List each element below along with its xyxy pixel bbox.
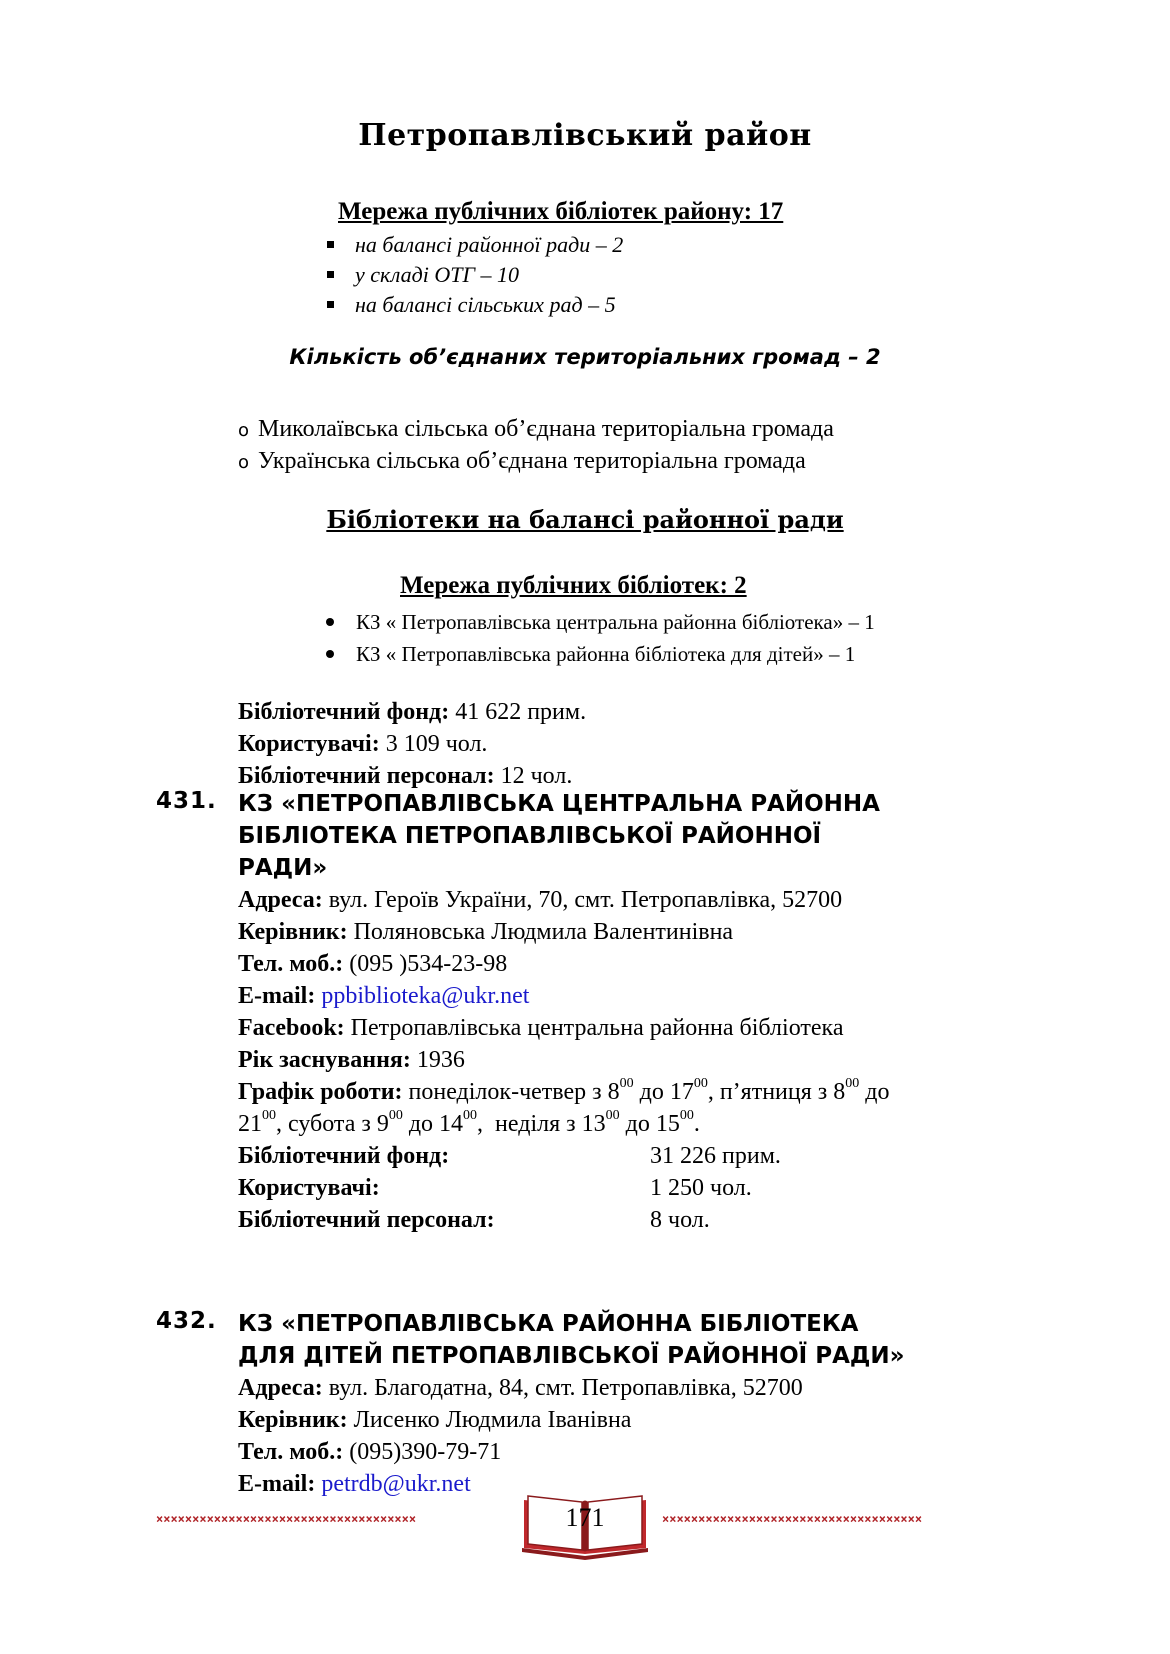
stat-fund: Бібліотечний фонд: 41 622 прим. [238,699,587,725]
dot-bullet-icon [326,618,334,626]
entry-details [238,884,1056,1236]
email-link[interactable]: ppbiblioteka@ukr.net [321,983,530,1009]
head-row: Керівник: Лисенко Людмила Іванівна [238,1407,632,1433]
circle-bullet-icon: o [238,420,250,441]
staff-row: Бібліотечний персонал: 8 чол. [238,1207,710,1233]
schedule-row-cont: $21^{00}$, субота з $9^{00}$ до $14^{00}$, неділя з $13^{00}$ до $15^{00}$. [238,1108,700,1137]
otg-list [238,413,834,477]
list-item: на балансі районної ради – 2 [327,230,623,260]
footer-ornament-right: ×××××××××××××××××××××××××××××××××××× [662,1512,923,1526]
email-row: E-mail: ppbiblioteka@ukr.net [238,983,530,1009]
fund-row: Бібліотечний фонд: 31 226 прим. [238,1143,781,1169]
entry-number: 431. [156,788,217,814]
users-row: Користувачі: 1 250 чол. [238,1175,752,1201]
list-item: o Миколаївська сільська об’єднана територіальна громада [238,413,834,445]
library-entry-431 [156,788,1056,1236]
list-item: КЗ « Петропавлівська районна бібліотека для дітей» – 1 [326,638,875,670]
library-entry-432 [156,1308,1056,1500]
balance-list [326,606,875,670]
balance-network-heading: Мережа публічних бібліотек: 2 [400,572,747,599]
otg-heading: Кількість об’єднаних територіальних громад – 2 [289,345,881,369]
district-stats [238,696,586,792]
entry-details [238,1372,1056,1500]
entry-name: КЗ «ПЕТРОПАВЛІВСЬКА РАЙОННА БІБЛІОТЕКА ДЛЯ ДІТЕЙ ПЕТРОПАВЛІВСЬКОЇ РАЙОННОЇ РАДИ» [238,1311,905,1369]
schedule-row: Графік роботи: понеділок-четвер з $8^{00}$ до $17^{00}$, п’ятниця з $8^{00}$ до [238,1076,890,1105]
stat-users: Користувачі: 3 109 чол. [238,731,488,757]
email-link[interactable]: petrdb@ukr.net [321,1471,471,1497]
entry-name: КЗ «ПЕТРОПАВЛІВСЬКА ЦЕНТРАЛЬНА РАЙОННА БІБЛІОТЕКА ПЕТРОПАВЛІВСЬКОЇ РАЙОННОЇ РАДИ» [238,791,880,881]
square-bullet-icon [327,271,334,278]
network-heading: Мережа публічних бібліотек району: 17 [338,198,784,225]
dot-bullet-icon [326,650,334,658]
email-row: E-mail: petrdb@ukr.net [238,1471,471,1497]
network-list [327,230,623,320]
founded-row: Рік заснування: 1936 [238,1047,465,1073]
page-footer [0,1490,1170,1570]
square-bullet-icon [327,301,334,308]
stat-staff: Бібліотечний персонал: 12 чол. [238,763,573,789]
list-item: у складі ОТГ – 10 [327,260,623,290]
phone-row: Тел. моб.: (095 )534-23-98 [238,951,508,977]
phone-row: Тел. моб.: (095)390-79-71 [238,1439,502,1465]
balance-heading: Бібліотеки на балансі районної ради [326,505,844,534]
address-row: Адреса: вул. Героїв України, 70, смт. Петропавлівка, 52700 [238,887,843,913]
entry-number: 432. [156,1308,217,1334]
circle-bullet-icon: o [238,452,250,473]
facebook-row: Facebook: Петропавлівська центральна районна бібліотека [238,1015,844,1041]
head-row: Керівник: Поляновська Людмила Валентинівна [238,919,734,945]
list-item: КЗ « Петропавлівська центральна районна бібліотека» – 1 [326,606,875,638]
address-row: Адреса: вул. Благодатна, 84, смт. Петропавлівка, 52700 [238,1375,803,1401]
list-item: на балансі сільських рад – 5 [327,290,623,320]
list-item: o Українська сільська об’єднана територіальна громада [238,445,834,477]
square-bullet-icon [327,241,334,248]
page-number: 171 [565,1503,605,1532]
footer-ornament-left: ×××××××××××××××××××××××××××××××××××× [156,1512,417,1526]
page-title: Петропавлівський район [358,118,812,153]
